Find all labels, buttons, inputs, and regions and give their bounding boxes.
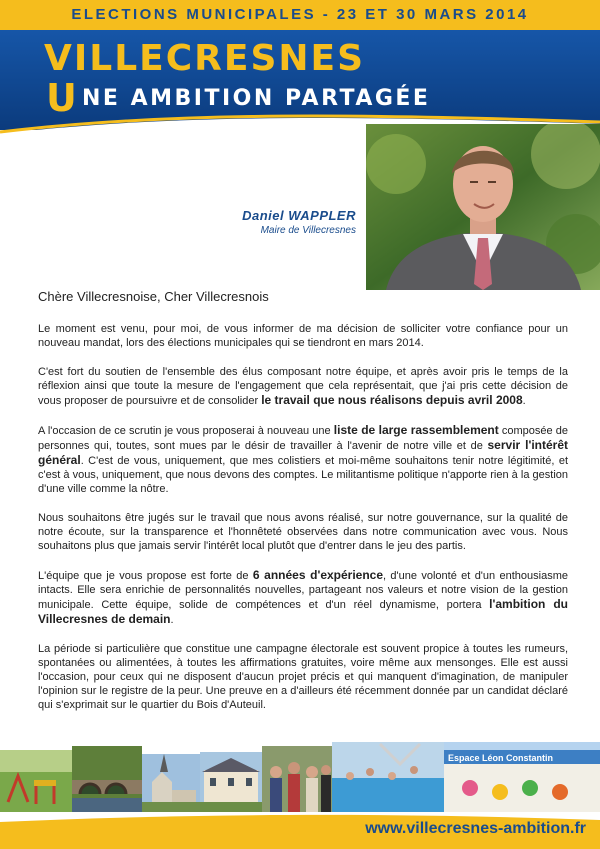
paragraph-3-text-e: . C'est de vous, uniquement, que mes colistiers et moi-même souhaitons tenir notre légitimité, et c'est à vous, uniquement, que nous devons des comptes. Le militantisme politique n'apporte rien à la gestion d'une ville comme la nôtre. bbox=[38, 455, 568, 495]
town-photo-strip bbox=[0, 742, 600, 812]
photo-playground bbox=[0, 750, 72, 812]
election-date-bar bbox=[0, 0, 600, 30]
paragraph-5-text-a: L'équipe que je vous propose est forte de bbox=[38, 570, 253, 582]
paragraph-2-text-c: . bbox=[522, 395, 526, 407]
paragraph-3-emphasis-1: liste de large rassemblement bbox=[333, 423, 499, 437]
paragraph-5-emphasis-1: 6 années d'expérience bbox=[252, 568, 384, 582]
town-title: VILLECRESNES bbox=[44, 38, 366, 79]
slogan-text: NE AMBITION PARTAGÉE bbox=[82, 86, 431, 111]
paragraph-4: Nous souhaitons être jugés sur le travail que nous avons réalisé, sur notre gouvernance, sur la qualité de notre écoute, sur la transparence et l'honnêteté observées dans notre communication avec vous. Nous souhaitons plus que jamais servir l'intérêt local plutôt que d'entrer dans le jeu des partis. bbox=[38, 512, 568, 552]
sports-hall-sign: Espace Léon Constantin bbox=[448, 753, 554, 763]
letter-body bbox=[38, 289, 568, 727]
election-date-text: ELECTIONS MUNICIPALES - 23 ET 30 MARS 2014 bbox=[71, 6, 529, 23]
paragraph-2 bbox=[38, 365, 568, 408]
paragraph-6: La période si particulière que constitue une campagne électorale est souvent propice à toutes les rumeurs, spontanées ou alimentées, à toutes les affirmations gratuites, voire même aux mensonges. Elle est aussi l'occasion, pour ceux qui ne disposent d'aucun projet précis et qui manquent d'imagination, de manipuler l'opinion sur le registre de la peur. Une preuve en a d'ailleurs été récemment donnée par un candidat déclaré qui s'exprimait sur le quartier du Bois d'Auteuil. bbox=[38, 643, 568, 711]
paragraph-2-emphasis: le travail que nous réalisons depuis avril 2008 bbox=[261, 393, 523, 407]
paragraph-5 bbox=[38, 568, 568, 627]
slogan-initial: U bbox=[46, 76, 77, 120]
photo-crowd bbox=[262, 746, 332, 812]
paragraph-5-text-c: , d'une volonté et d'un enthousiasme intacts. Elle sera enrichie de personnalités nouvelles, partageant nos valeurs et notre vision de la gestion municipale. Cette équipe, solide de compétences et d'un réel dynamisme, portera bbox=[38, 570, 568, 611]
candidate-portrait bbox=[366, 124, 600, 290]
candidate-caption bbox=[242, 208, 356, 236]
paragraph-3-text-c: composée de personnes qui, toutes, sont mues par le désir de travailler à l'avenir de notre ville et de bbox=[38, 425, 568, 452]
paragraph-5-emphasis-2: l'ambition du Villecresnes de demain bbox=[38, 597, 568, 626]
photo-pool bbox=[332, 742, 444, 812]
candidate-role: Maire de Villecresnes bbox=[260, 225, 356, 236]
paragraph-3 bbox=[38, 423, 568, 496]
paragraph-1: Le moment est venu, pour moi, de vous informer de ma décision de solliciter votre confiance pour un nouveau mandat, lors des élections municipales qui se tiendront en mars 2014. bbox=[38, 323, 568, 349]
letter-greeting: Chère Villecresnoise, Cher Villecresnois bbox=[38, 289, 269, 304]
paragraph-2-text-a: C'est fort du soutien de l'ensemble des élus composant notre équipe, et après avoir pris le temps de la réflexion ainsi que toute la mesure de l'engagement que cela représentait, que j'ai pris cette décision de vous proposer de poursuivre et de consolider bbox=[38, 366, 568, 407]
campaign-website-link[interactable]: www.villecresnes-ambition.fr bbox=[365, 820, 586, 837]
paragraph-3-text-a: A l'occasion de ce scrutin je vous proposerai à nouveau une bbox=[38, 425, 334, 437]
photo-bridge bbox=[72, 746, 142, 812]
paragraph-5-text-e: . bbox=[170, 614, 174, 626]
photo-manor bbox=[200, 752, 262, 812]
candidate-name: Daniel WAPPLER bbox=[242, 208, 356, 223]
photo-church bbox=[142, 754, 200, 812]
paragraph-3-emphasis-2: servir l'intérêt général bbox=[38, 438, 568, 467]
